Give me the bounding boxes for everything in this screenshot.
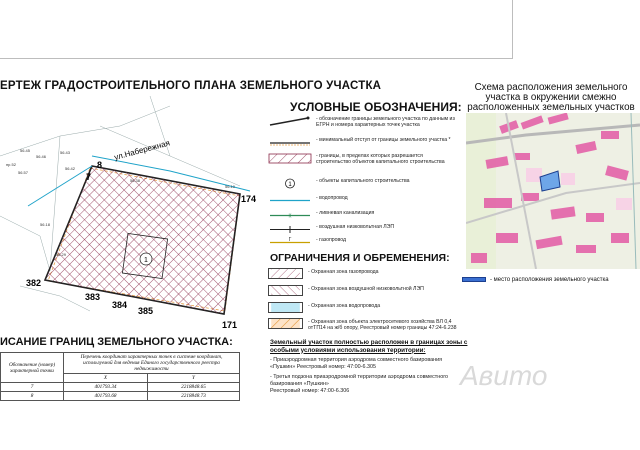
map-legend-text: - место расположения земельного участка	[490, 277, 609, 284]
legend-text: - объекты капитального строительства	[316, 178, 410, 184]
zone-info-line: - Приаэродромная территория аэродрома совместного базирования	[270, 357, 443, 363]
gas-zone-symbol-icon	[268, 268, 303, 279]
elevation-label: 56.46	[36, 154, 47, 159]
elevation-label: 56.43	[60, 150, 71, 155]
boundary-description-title: ИСАНИЕ ГРАНИЦ ЗЕМЕЛЬНОГО УЧАСТКА:	[0, 336, 233, 348]
point-label: 8	[97, 160, 103, 170]
lep-zone-symbol-icon	[268, 285, 303, 296]
svg-text:Г: Г	[288, 237, 292, 243]
legend-row-building	[268, 178, 453, 190]
legend-row-setback	[268, 137, 453, 149]
setback-symbol-icon	[268, 137, 312, 148]
legend-text: - границы, в пределах которых разрешается строительство объектов капитального строительства	[316, 153, 445, 165]
watermark: Авито	[460, 360, 548, 391]
elevation-label: 56.18	[40, 222, 51, 227]
legend-row-storm	[268, 210, 453, 222]
point-label: 382	[26, 278, 42, 288]
legend-row-water	[268, 195, 453, 207]
zone-row-water	[268, 302, 458, 315]
elevation-label: 56.29	[56, 252, 67, 257]
elevation-label: 56.10	[225, 184, 236, 189]
legend-text: - ливневая канализация	[316, 210, 375, 216]
scale-label: пр.52	[6, 162, 16, 167]
street-label: ул.Набережная	[113, 138, 171, 162]
table-header: Обозначение (номер) характерной точки	[1, 353, 64, 383]
point-label: 384	[112, 300, 128, 310]
elevation-label: 56.57	[18, 170, 29, 175]
top-frame	[0, 0, 513, 59]
zone-info-line: - Третья подзона приаэродромной территории аэродрома совместного	[270, 374, 449, 380]
build-zone-symbol-icon	[268, 153, 312, 164]
power-line-symbol-icon	[268, 224, 312, 235]
zone-info-line: «Пушкин» Реестровый номер: 47:00-6.305	[270, 364, 376, 370]
scheme-title: Схема расположения земельного участка в окружении смежно расположенных земельных участков	[467, 82, 635, 113]
zone-row-lep	[268, 285, 458, 298]
zone-text: - Охранная зона водопровода	[308, 303, 381, 309]
table-header: Перечень координат характерных точек в системе координат, используемой для ведения Единого государственного реестра недвижимости	[64, 353, 240, 374]
legend-title: УСЛОВНЫЕ ОБОЗНАЧЕНИЯ:	[290, 100, 462, 114]
location-map	[466, 113, 640, 269]
water-zone-symbol-icon	[268, 302, 303, 313]
power-zone-symbol-icon	[268, 318, 303, 329]
legend-text: - водопровод	[316, 195, 348, 201]
elevation-label: 56.45	[20, 148, 31, 153]
table-header: Y	[147, 374, 239, 383]
point-label: 171	[222, 320, 238, 330]
svg-text:1: 1	[288, 181, 292, 188]
site-plan-drawing	[0, 96, 265, 336]
point-label: 174	[241, 194, 257, 204]
legend-row-boundary	[268, 116, 453, 130]
zone-text: - Охранная зона газопровода	[308, 269, 379, 275]
table-row: 8 401793.68 2218848.73	[1, 392, 240, 401]
building-symbol-icon	[268, 178, 312, 189]
legend-text: - обозначение границы земельного участка по данным из ЕГРН и номера характерных точек участка	[316, 116, 455, 128]
parcel-location-line-icon	[462, 277, 486, 282]
table-row: 7 401793.34 2218848.65	[1, 383, 240, 392]
point-label: 385	[138, 306, 154, 316]
legend-row-build-zone	[268, 153, 453, 173]
zone-row-power	[268, 318, 458, 334]
parcel-number: 1	[144, 257, 148, 264]
water-symbol-icon	[268, 195, 312, 206]
zone-info-line: Реестровый номер: 47:00-6.306	[270, 388, 350, 394]
zone-info-title: Земельный участок полностью расположен в границах зоны с особыми условиями использования территории:	[270, 339, 468, 354]
table-header: X	[64, 374, 148, 383]
map-legend	[462, 277, 640, 283]
legend-text: - воздушная низковольтная ЛЭП	[316, 224, 395, 230]
gas-pipe-symbol-icon	[268, 237, 312, 248]
elevation-label: 56.42	[65, 166, 76, 171]
svg-text:К: К	[288, 213, 292, 220]
coordinates-table	[0, 352, 240, 401]
zone-info-line: базирования «Пушкин»	[270, 381, 329, 387]
zone-row-gas	[268, 268, 458, 281]
legend-text: - минимальный отступ от границы земельного участка *	[316, 137, 451, 143]
point-label: 7	[86, 172, 92, 182]
point-label: 383	[85, 292, 101, 302]
elevation-label: 56.38	[130, 178, 141, 183]
zone-text: - Охранная зона воздушной низковольтной ЛЭП	[308, 286, 424, 292]
drawing-title: ЕРТЕЖ ГРАДОСТРОИТЕЛЬНОГО ПЛАНА ЗЕМЕЛЬНОГО УЧАСТКА	[0, 80, 382, 92]
boundary-symbol-icon	[268, 116, 312, 127]
legend-row-gas	[268, 237, 453, 249]
storm-sewer-symbol-icon	[268, 210, 312, 221]
legend-text: - газопровод	[316, 237, 347, 243]
zone-text: - Охранная зона объекта электросетевого хозяйства ВЛ 0,4 отТП14 на ж/б опору, Реестровый номер границы 47:24-6.238	[308, 319, 457, 331]
legend-row-lep	[268, 224, 453, 236]
restrictions-title: ОГРАНИЧЕНИЯ И ОБРЕМЕНЕНИЯ:	[270, 252, 450, 264]
